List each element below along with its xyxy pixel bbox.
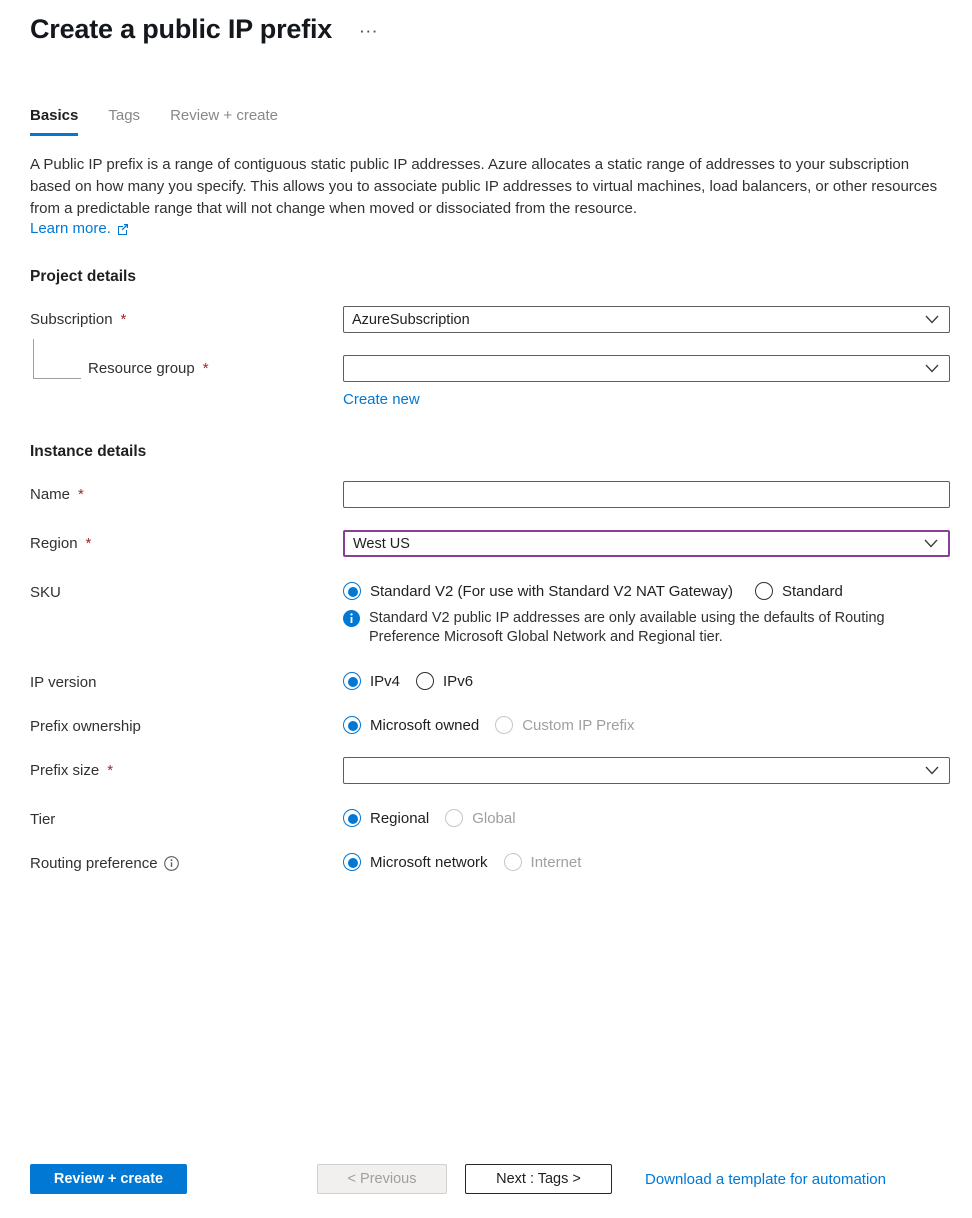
wizard-tabs <box>30 107 950 136</box>
name-row <box>30 481 950 508</box>
ip-version-row <box>30 669 950 691</box>
radio-selected-icon <box>343 853 361 871</box>
ip-version-label: IP version <box>30 674 97 691</box>
required-asterisk: * <box>78 486 84 503</box>
routing-preference-label: Routing preference <box>30 850 343 872</box>
required-asterisk: * <box>107 762 114 779</box>
ip-version-option-ipv6[interactable]: IPv6 <box>416 672 473 690</box>
radio-disabled-icon <box>495 716 513 734</box>
region-dropdown[interactable] <box>343 530 950 557</box>
section-project-details: Project details <box>30 268 136 285</box>
tree-connector-line <box>33 339 81 379</box>
info-icon <box>343 610 360 647</box>
subscription-dropdown[interactable] <box>343 306 950 333</box>
tier-row <box>30 806 950 828</box>
resource-group-row <box>30 355 950 409</box>
ip-version-option-ipv4[interactable]: IPv4 <box>343 672 400 690</box>
review-create-button[interactable]: Review + create <box>30 1164 187 1194</box>
resource-group-dropdown[interactable] <box>343 355 950 382</box>
prefix-ownership-label: Prefix ownership <box>30 718 141 735</box>
prefix-size-dropdown[interactable] <box>343 757 950 784</box>
tab-tags[interactable]: Tags <box>108 107 141 124</box>
learn-more-link[interactable] <box>30 220 130 237</box>
info-tooltip-icon[interactable] <box>164 856 179 871</box>
tier-option-global: Global <box>445 809 515 827</box>
radio-selected-icon <box>343 716 361 734</box>
section-instance-details: Instance details <box>30 443 147 460</box>
routing-preference-row <box>30 850 950 872</box>
subscription-value: AzureSubscription <box>352 311 470 328</box>
next-tags-button[interactable]: Next : Tags > <box>465 1164 612 1194</box>
prefix-ownership-row <box>30 713 950 735</box>
sku-label: SKU <box>30 584 61 601</box>
region-row <box>30 530 950 557</box>
tier-option-regional[interactable]: Regional <box>343 809 429 827</box>
wizard-footer <box>0 1164 972 1194</box>
radio-unselected-icon <box>755 582 773 600</box>
sku-info-note <box>343 609 915 647</box>
radio-selected-icon <box>343 672 361 690</box>
name-label: Name * <box>30 486 84 503</box>
region-label: Region * <box>30 535 92 552</box>
chevron-down-icon <box>925 766 941 775</box>
routing-preference-option-internet: Internet <box>504 853 582 871</box>
learn-more-label: Learn more. <box>30 220 111 237</box>
prefix-ownership-option-custom-ip-prefix: Custom IP Prefix <box>495 716 634 734</box>
sku-radio-group <box>343 579 950 600</box>
sku-option-standard[interactable]: Standard <box>755 582 843 600</box>
chevron-down-icon <box>925 315 941 324</box>
page-title: Create a public IP prefix <box>30 14 333 44</box>
sku-row <box>30 579 950 601</box>
previous-button: < Previous <box>317 1164 447 1194</box>
prefix-size-row <box>30 757 950 784</box>
required-asterisk: * <box>85 535 92 552</box>
routing-preference-radio-group <box>343 850 950 871</box>
prefix-ownership-radio-group <box>343 713 950 734</box>
tier-label: Tier <box>30 811 56 828</box>
chevron-down-icon <box>925 364 941 373</box>
chevron-down-icon <box>924 539 940 548</box>
download-template-link[interactable]: Download a template for automation <box>645 1170 886 1188</box>
prefix-ownership-option-microsoft-owned[interactable]: Microsoft owned <box>343 716 479 734</box>
prefix-size-label: Prefix size * <box>30 762 114 779</box>
tab-basics[interactable]: Basics <box>30 107 78 136</box>
tab-review-create[interactable]: Review + create <box>170 107 279 124</box>
radio-selected-icon <box>343 809 361 827</box>
required-asterisk: * <box>120 311 127 328</box>
external-link-icon <box>116 222 130 236</box>
sku-option-standard-v2[interactable]: Standard V2 (For use with Standard V2 NAT Gateway) <box>343 582 733 600</box>
radio-unselected-icon <box>416 672 434 690</box>
tier-radio-group <box>343 806 950 827</box>
ip-version-radio-group <box>343 669 950 690</box>
page-header <box>30 14 950 45</box>
radio-disabled-icon <box>445 809 463 827</box>
region-value: West US <box>353 535 410 552</box>
radio-selected-icon <box>343 582 361 600</box>
subscription-label: Subscription * <box>30 311 127 328</box>
name-input[interactable] <box>343 481 950 508</box>
routing-preference-option-microsoft-network[interactable]: Microsoft network <box>343 853 488 871</box>
required-asterisk: * <box>202 360 209 377</box>
resource-group-label: Resource group * <box>30 355 343 377</box>
subscription-row <box>30 306 950 333</box>
create-new-link[interactable]: Create new <box>343 391 420 408</box>
sku-info-text: Standard V2 public IP addresses are only available using the defaults of Routing Preference Microsoft Global Network and Regional tier. <box>369 610 885 645</box>
more-options-icon[interactable]: ··· <box>360 24 380 39</box>
radio-disabled-icon <box>504 853 522 871</box>
intro-description: A Public IP prefix is a range of contiguous static public IP addresses. Azure allocates a static range of addresses to your subscription based on how many you specify. This allows you to associate public IP addresses to virtual machines, load balancers, or other resources from a predictable range that will not change when moved or dissociated from the resource. <box>30 156 938 217</box>
